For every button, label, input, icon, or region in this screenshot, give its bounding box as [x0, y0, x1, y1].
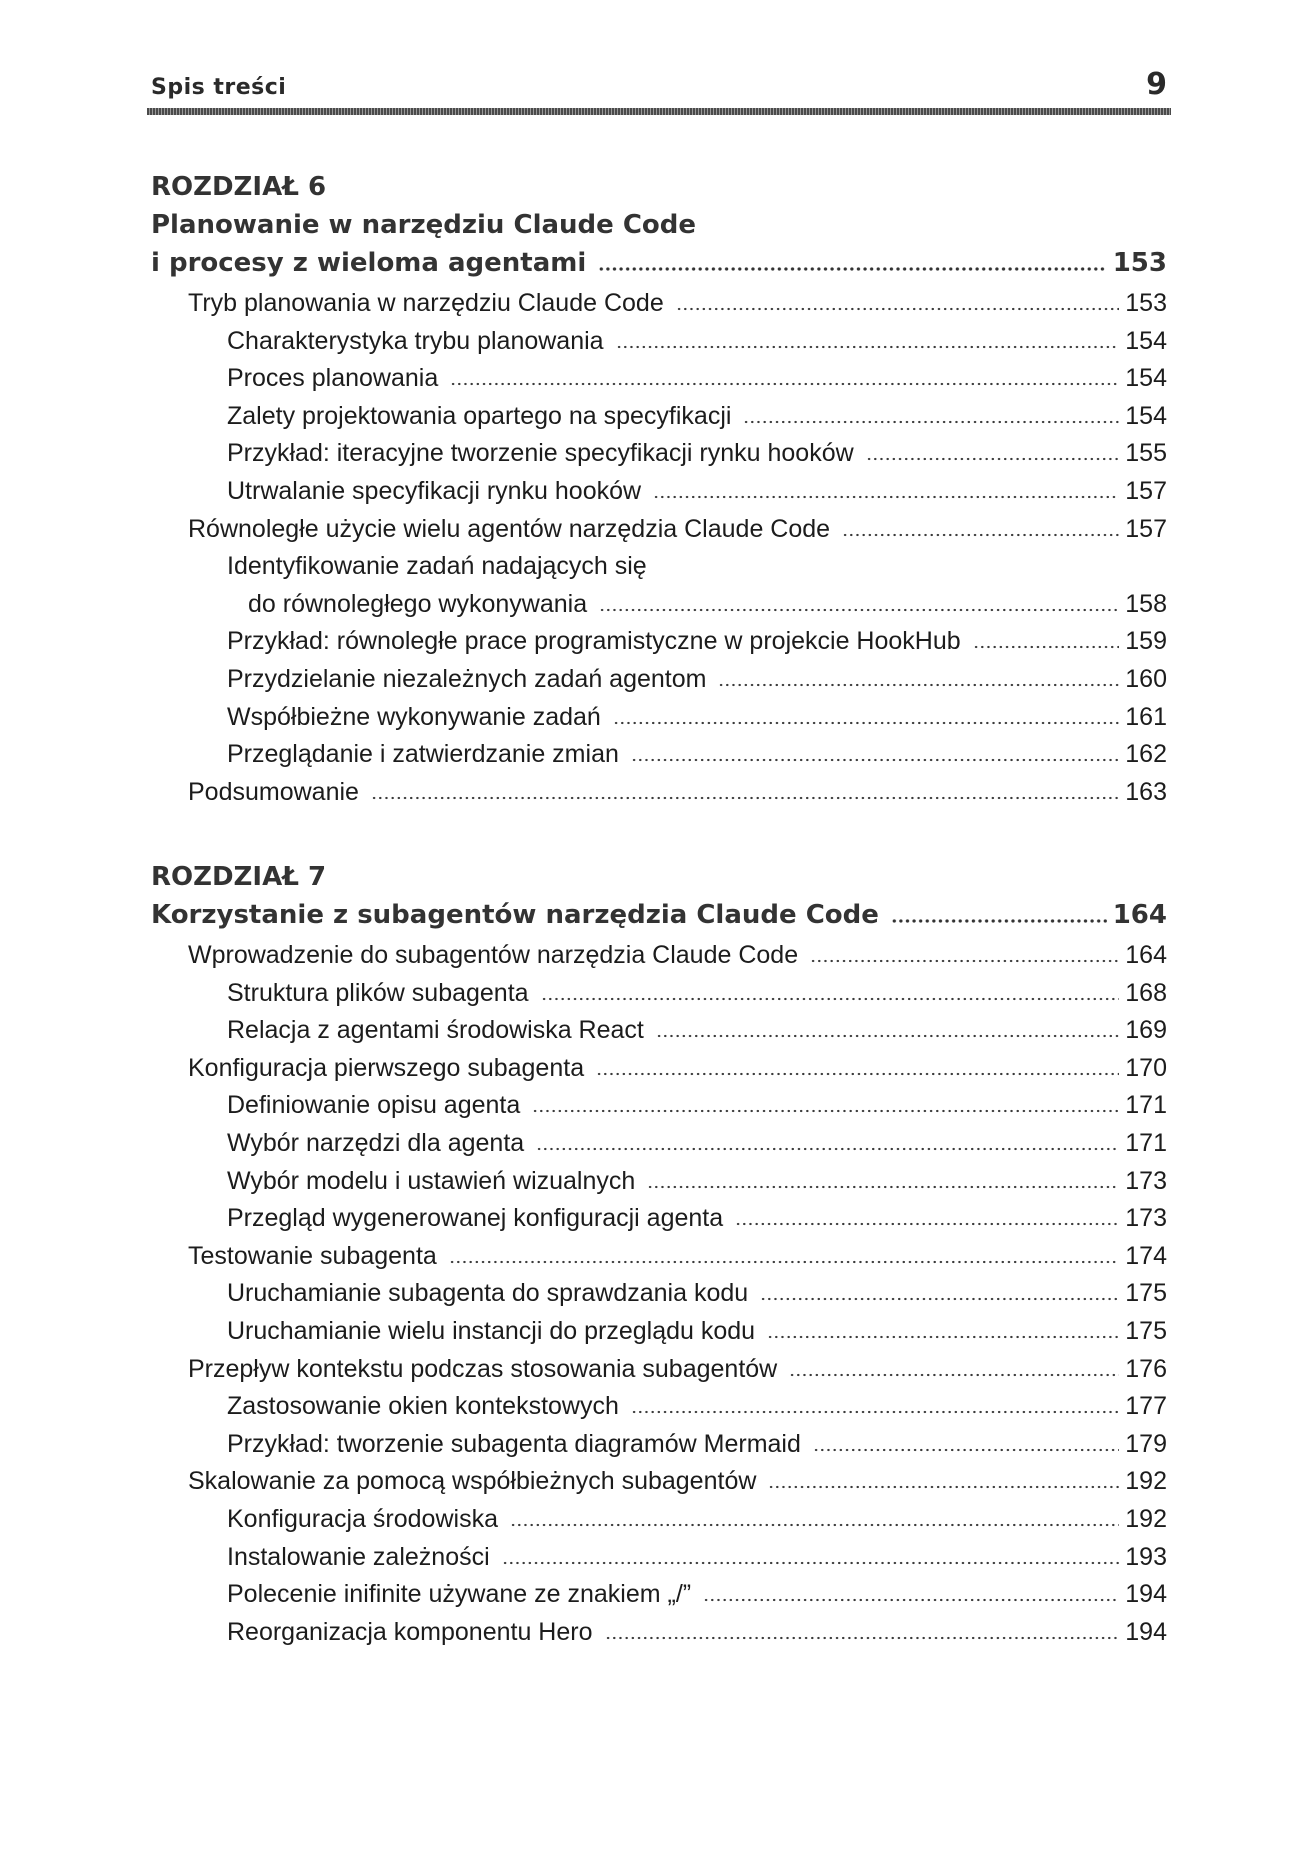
toc-entry[interactable]	[151, 1012, 1167, 1050]
dot-leader	[605, 1636, 1120, 1640]
toc-entry-page: 179	[1125, 1429, 1167, 1458]
toc-entry-page: 168	[1125, 978, 1167, 1007]
toc-entry-title: Przegląd wygenerowanej konfiguracji agenta	[227, 1204, 724, 1233]
chapter-7-title-entry[interactable]	[151, 896, 1167, 934]
dot-leader	[653, 495, 1119, 499]
dot-leader	[767, 1335, 1119, 1339]
running-page-number: 9	[1146, 67, 1167, 102]
toc-entry-page: 174	[1125, 1241, 1167, 1270]
toc-entry-page: 161	[1125, 702, 1167, 731]
dot-leader	[768, 1485, 1119, 1489]
dot-leader	[502, 1561, 1120, 1565]
dot-leader	[613, 721, 1119, 725]
toc-entry-title-first-line[interactable]: Identyfikowanie zadań nadających się	[227, 552, 647, 581]
dot-leader	[647, 1185, 1119, 1189]
toc-entry[interactable]	[151, 1163, 1167, 1201]
toc-entry[interactable]	[151, 1501, 1167, 1539]
toc-entry[interactable]	[151, 699, 1167, 737]
toc-entry-page: 169	[1125, 1016, 1167, 1045]
toc-entry-title: Przykład: równoległe prace programistyczne w projekcie HookHub	[227, 627, 961, 656]
chapter-6-page: 153	[1112, 248, 1167, 278]
chapter-7-page: 164	[1112, 900, 1167, 930]
chapter-6-title-line-2: i procesy z wieloma agentami	[151, 248, 587, 278]
toc-entry-title: Wybór narzędzi dla agenta	[227, 1128, 525, 1157]
dot-leader	[371, 796, 1119, 800]
toc-entry-page: 171	[1125, 1091, 1167, 1120]
toc-entry-title: Wprowadzenie do subagentów narzędzia Claude Code	[188, 941, 799, 969]
toc-entry-title: Współbieżne wykonywanie zadań	[227, 702, 601, 731]
header-rule	[147, 108, 1171, 115]
toc-entry-page: 154	[1125, 364, 1167, 393]
toc-entry[interactable]	[151, 435, 1167, 473]
dot-leader	[842, 533, 1119, 537]
toc-entry-title: Tryb planowania w narzędziu Claude Code	[188, 289, 664, 317]
dot-leader	[718, 683, 1119, 687]
toc-entry-title: Proces planowania	[227, 364, 439, 393]
toc-entry-page: 175	[1125, 1316, 1167, 1345]
running-title: Spis treści	[151, 75, 287, 100]
toc-entry-page: 171	[1125, 1128, 1167, 1157]
toc-entry-page: 154	[1125, 401, 1167, 430]
toc-entry-title: Przykład: iteracyjne tworzenie specyfikacji rynku hooków	[227, 439, 854, 468]
toc-entry-title: Uruchamianie subagenta do sprawdzania kodu	[227, 1279, 749, 1308]
dot-leader	[449, 1260, 1119, 1264]
toc-entry[interactable]	[151, 1539, 1167, 1577]
toc-entry[interactable]	[151, 1576, 1167, 1614]
toc-entry[interactable]	[151, 1238, 1167, 1276]
dot-leader	[631, 1410, 1119, 1414]
dot-leader	[743, 420, 1119, 424]
toc-entry-page: 192	[1125, 1467, 1167, 1496]
toc-entry-page: 193	[1125, 1542, 1167, 1571]
toc-entry-page: 170	[1125, 1053, 1167, 1082]
toc-entry-page: 160	[1125, 664, 1167, 693]
toc-entry[interactable]	[151, 1275, 1167, 1313]
toc-entry[interactable]	[151, 1388, 1167, 1426]
dot-leader	[541, 997, 1120, 1001]
toc-entry[interactable]	[151, 511, 1167, 549]
toc-entry-title: Instalowanie zależności	[227, 1542, 490, 1571]
toc-entry-page: 177	[1125, 1392, 1167, 1421]
chapter-6-title-line-1: Planowanie w narzędziu Claude Code	[151, 210, 697, 240]
chapter-7-label: ROZDZIAŁ 7	[151, 862, 327, 892]
toc-entry[interactable]	[151, 1087, 1167, 1125]
toc-entry-page: 194	[1125, 1580, 1167, 1609]
dot-leader	[599, 608, 1119, 612]
toc-entry-page: 175	[1125, 1279, 1167, 1308]
toc-entry-title: Konfiguracja środowiska	[227, 1504, 498, 1533]
toc-entry-title: Przydzielanie niezależnych zadań agentom	[227, 664, 707, 693]
toc-entry[interactable]	[151, 473, 1167, 511]
dot-leader	[510, 1523, 1119, 1527]
dot-leader	[450, 382, 1119, 386]
dot-leader	[735, 1222, 1119, 1226]
dot-leader	[891, 919, 1107, 923]
toc-entry[interactable]	[151, 1125, 1167, 1163]
toc-entry[interactable]	[151, 661, 1167, 699]
toc-entry[interactable]	[151, 360, 1167, 398]
toc-entry-title: Uruchamianie wielu instancji do przeglądu kodu	[227, 1316, 756, 1345]
toc-entry-page: 162	[1125, 740, 1167, 769]
chapter-6-title-entry[interactable]	[151, 244, 1167, 282]
chapter-6-label: ROZDZIAŁ 6	[151, 172, 327, 202]
dot-leader	[813, 1448, 1119, 1452]
toc-entry-title: Zastosowanie okien kontekstowych	[227, 1392, 619, 1421]
toc-entry[interactable]	[151, 323, 1167, 361]
dot-leader	[866, 457, 1120, 461]
toc-entry-title: Wybór modelu i ustawień wizualnych	[227, 1166, 636, 1195]
chapter-7-section	[151, 858, 1167, 1651]
dot-leader	[760, 1297, 1119, 1301]
toc-entry-title: Podsumowanie	[188, 777, 359, 806]
chapter-7-title: Korzystanie z subagentów narzędzia Claude Code	[151, 900, 879, 930]
toc-entry-title: Równoległe użycie wielu agentów narzędzia Claude Code	[188, 514, 831, 543]
dot-leader	[616, 345, 1120, 349]
running-head	[151, 67, 1167, 102]
toc-entry-page: 153	[1125, 289, 1167, 317]
dot-leader	[676, 307, 1120, 311]
toc-entry-page: 157	[1125, 476, 1167, 505]
toc-entry[interactable]	[151, 1463, 1167, 1501]
dot-leader	[631, 758, 1119, 762]
toc-entry-title: Zalety projektowania opartego na specyfikacji	[227, 401, 732, 430]
toc-entry-page: 164	[1125, 941, 1167, 969]
toc-entry-page: 158	[1125, 589, 1167, 618]
toc-entry-page: 159	[1125, 627, 1167, 656]
toc-entry-page: 155	[1125, 439, 1167, 468]
toc-entry[interactable]	[151, 1200, 1167, 1238]
toc-entry[interactable]	[151, 586, 1167, 624]
toc-entry-page: 176	[1125, 1354, 1167, 1383]
toc-entry-title: Reorganizacja komponentu Hero	[227, 1617, 593, 1646]
chapter-6-section	[151, 168, 1167, 811]
dot-leader	[703, 1598, 1119, 1602]
toc-entry-page: 157	[1125, 514, 1167, 543]
toc-entry-page: 192	[1125, 1504, 1167, 1533]
toc-entry-title: Utrwalanie specyfikacji rynku hooków	[227, 476, 642, 505]
toc-entry[interactable]	[151, 736, 1167, 774]
toc-entry-page: 154	[1125, 326, 1167, 355]
toc-entry[interactable]	[151, 285, 1167, 323]
toc-entry-page: 173	[1125, 1166, 1167, 1195]
dot-leader	[973, 645, 1120, 649]
toc-entry-title: Polecenie inifinite używane ze znakiem „/”	[227, 1580, 692, 1609]
toc-entry[interactable]	[151, 975, 1167, 1013]
toc-entry[interactable]	[151, 937, 1167, 975]
dot-leader	[536, 1147, 1119, 1151]
dot-leader	[596, 1072, 1119, 1076]
toc-entry[interactable]	[151, 1313, 1167, 1351]
toc-entry-title: Relacja z agentami środowiska React	[227, 1016, 644, 1045]
dot-leader	[598, 267, 1106, 271]
toc-entry-title: Przeglądanie i zatwierdzanie zmian	[227, 740, 619, 769]
toc-entry-title: Skalowanie za pomocą współbieżnych subagentów	[188, 1467, 757, 1496]
dot-leader	[789, 1373, 1119, 1377]
toc-entry-title: Konfiguracja pierwszego subagenta	[188, 1053, 585, 1082]
toc-entry-title-continuation: do równoległego wykonywania	[248, 589, 588, 618]
dot-leader	[656, 1034, 1119, 1038]
toc-entry-title: Przepływ kontekstu podczas stosowania subagentów	[188, 1354, 778, 1383]
dot-leader	[810, 959, 1119, 963]
toc-entry-title: Testowanie subagenta	[188, 1241, 437, 1270]
toc-entry-title: Charakterystyka trybu planowania	[227, 326, 604, 355]
toc-entry[interactable]	[151, 774, 1167, 812]
toc-entry[interactable]	[151, 623, 1167, 661]
toc-entry-title: Struktura plików subagenta	[227, 978, 529, 1007]
toc-entry-title: Przykład: tworzenie subagenta diagramów Mermaid	[227, 1429, 801, 1458]
toc-entry-title: Definiowanie opisu agenta	[227, 1091, 521, 1120]
toc-entry[interactable]	[151, 1426, 1167, 1464]
dot-leader	[532, 1109, 1119, 1113]
toc-entry[interactable]	[151, 1351, 1167, 1389]
toc-entry-page: 194	[1125, 1617, 1167, 1646]
toc-entry-page: 173	[1125, 1204, 1167, 1233]
toc-entry[interactable]	[151, 1050, 1167, 1088]
toc-entry[interactable]	[151, 1614, 1167, 1652]
toc-entry-page: 163	[1125, 777, 1167, 806]
toc-entry[interactable]	[151, 398, 1167, 436]
